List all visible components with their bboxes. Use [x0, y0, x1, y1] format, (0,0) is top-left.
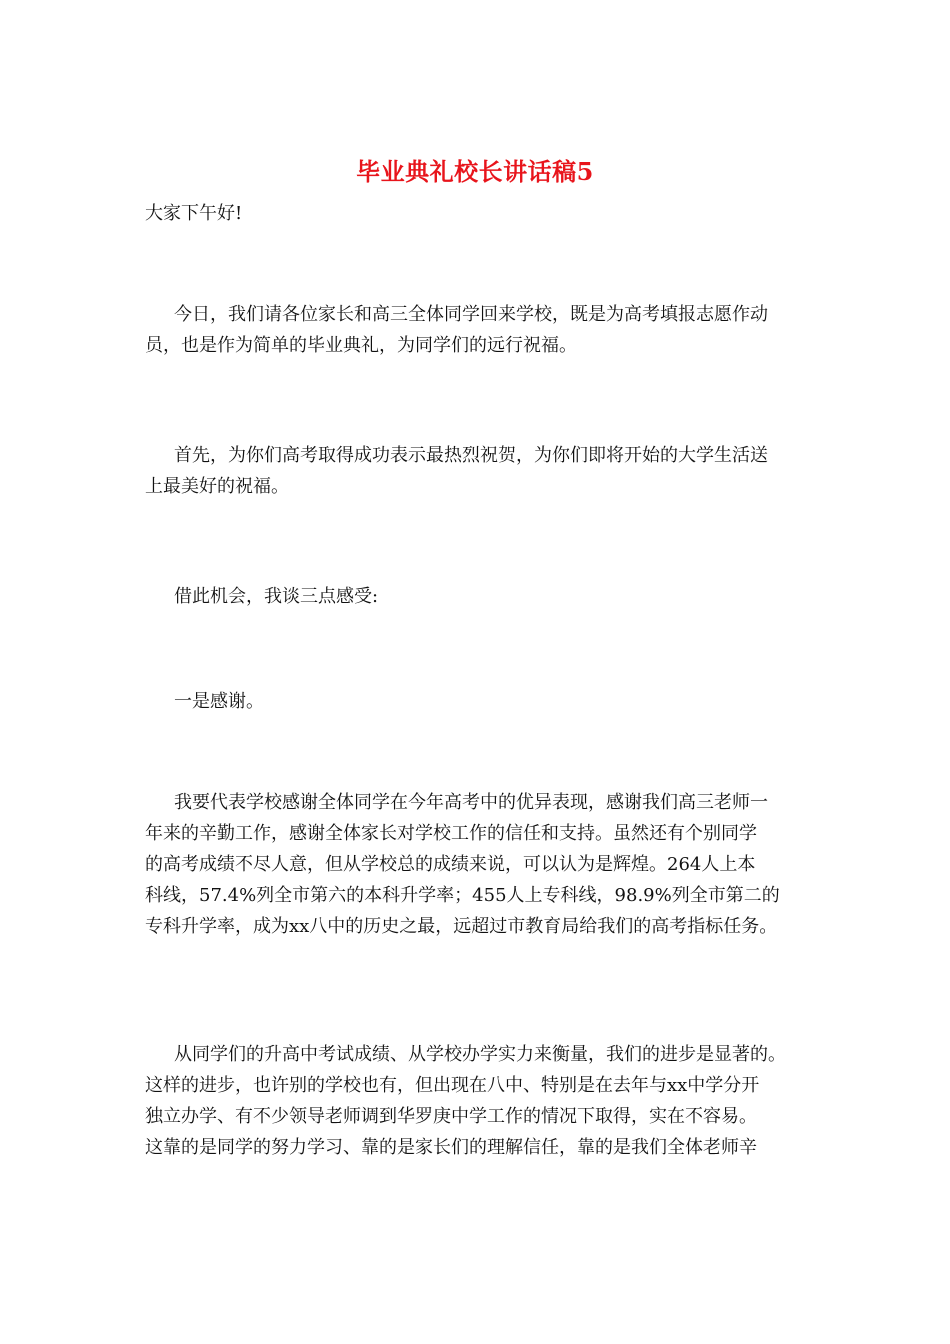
paragraph-line: 借此机会，我谈三点感受: [174, 586, 379, 607]
paragraph-line: 今日，我们请各位家长和高三全体同学回来学校，既是为高考填报志愿作动 [174, 304, 768, 325]
paragraph-line: 科线，57.4%列全市第六的本科升学率；455人上专科线，98.9%列全市第二的 [145, 885, 780, 906]
document-title: 毕业典礼校长讲话稿5 [356, 157, 594, 186]
paragraph-line: 一是感谢。 [174, 691, 264, 712]
paragraph-2 [145, 440, 825, 502]
paragraph-line: 我要代表学校感谢全体同学在今年高考中的优异表现，感谢我们高三老师一 [174, 792, 768, 813]
paragraph-5 [145, 787, 825, 942]
paragraph-line: 专科升学率，成为xx八中的历史之最，远超过市教育局给我们的高考指标任务。 [145, 916, 778, 937]
greeting-text: 大家下午好! [145, 203, 243, 224]
paragraph-3 [145, 581, 825, 612]
paragraph-line: 的高考成绩不尽人意，但从学校总的成绩来说，可以认为是辉煌。264人上本 [145, 854, 756, 875]
paragraph-line: 从同学们的升高中考试成绩、从学校办学实力来衡量，我们的进步是显著的。 [174, 1044, 786, 1065]
paragraph-4 [145, 686, 825, 717]
paragraph-line: 这靠的是同学的努力学习、靠的是家长们的理解信任，靠的是我们全体老师辛 [145, 1137, 757, 1158]
paragraph-line: 上最美好的祝福。 [145, 476, 289, 497]
paragraph-line: 这样的进步，也许别的学校也有，但出现在八中、特别是在去年与xx中学分开 [145, 1075, 760, 1096]
paragraph-line: 首先，为你们高考取得成功表示最热烈祝贺，为你们即将开始的大学生活送 [174, 445, 768, 466]
paragraph-1 [145, 299, 825, 361]
paragraph-line: 年来的辛勤工作，感谢全体家长对学校工作的信任和支持。虽然还有个别同学 [145, 823, 757, 844]
paragraph-line: 独立办学、有不少领导老师调到华罗庚中学工作的情况下取得，实在不容易。 [145, 1106, 757, 1127]
paragraph-6 [145, 1039, 825, 1163]
paragraph-line: 员，也是作为简单的毕业典礼，为同学们的远行祝福。 [145, 335, 577, 356]
